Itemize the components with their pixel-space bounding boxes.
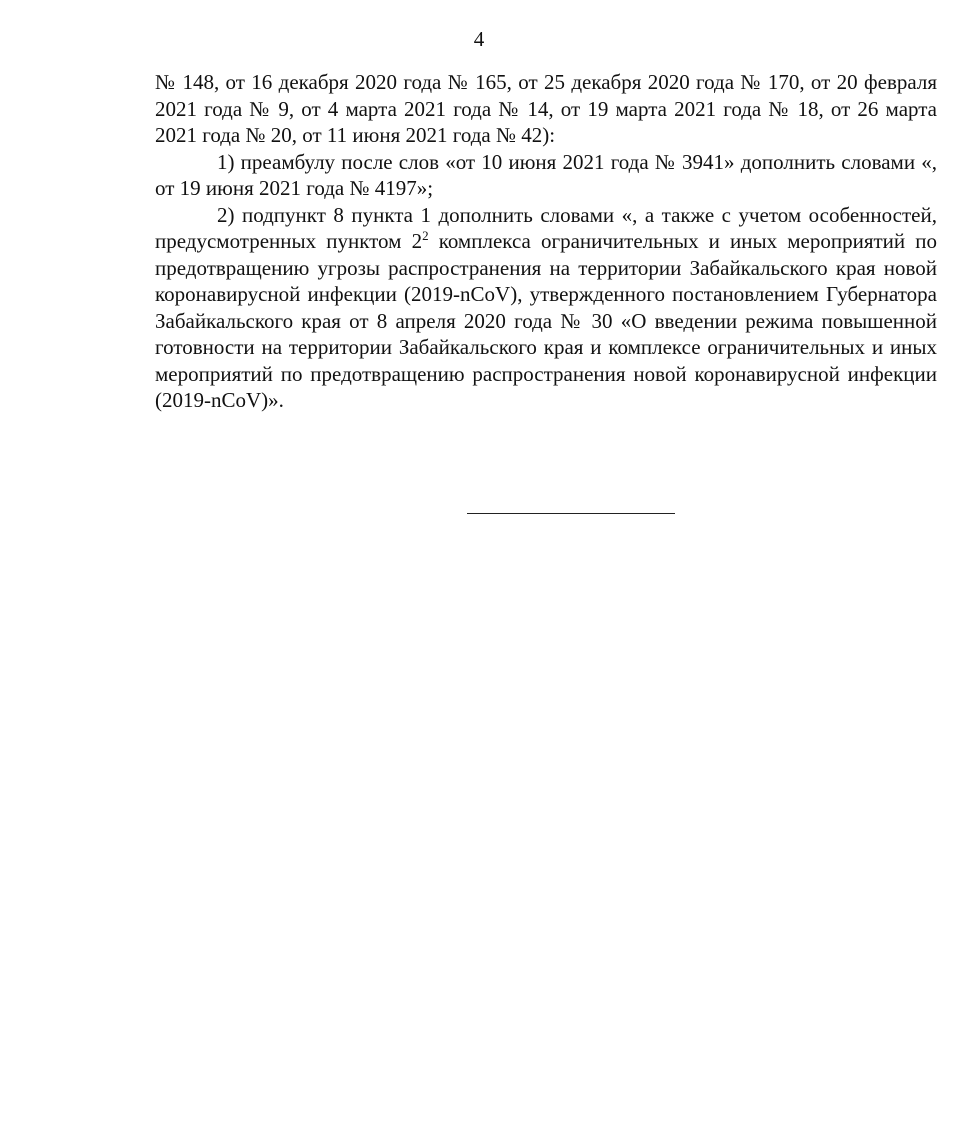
item-2-paragraph bbox=[155, 202, 937, 414]
item-1-paragraph: 1) преамбулу после слов «от 10 июня 2021 года № 3941» дополнить словами «, от 19 июня 2021 года № 4197»; bbox=[155, 149, 937, 200]
page-number: 4 bbox=[473, 27, 485, 51]
end-separator-line bbox=[467, 513, 675, 514]
document-body bbox=[155, 69, 937, 414]
item-2-text-start: 2) подпункт 8 пункта 1 дополнить словами «, а также с учетом особенностей, предусмотренных пунктом 2 bbox=[155, 202, 937, 253]
intro-paragraph: № 148, от 16 декабря 2020 года № 165, от 25 декабря 2020 года № 170, от 20 февраля 2021 года № 9, от 4 марта 2021 года № 14, от 19 марта 2021 года № 18, от 26 марта 2021 года № 20, от 11 июня 2021 года № 42): bbox=[155, 70, 937, 147]
item-2-text-end: комплекса ограничительных и иных мероприятий по предотвращению угрозы распространения на территории Забайкальского края новой коронавирусной инфекции (2019-nCoV), утвержденного постановлением Губернатора Забайкальского края от 8 апреля 2020 года № 30 «О введении режима повышенной готовности на территории Забайкальского края и комплексе ограничительных и иных мероприятий по предотвращению распространения новой коронавирусной инфекции (2019-nCoV)». bbox=[155, 229, 937, 412]
item-2-superscript: 2 bbox=[422, 228, 429, 243]
